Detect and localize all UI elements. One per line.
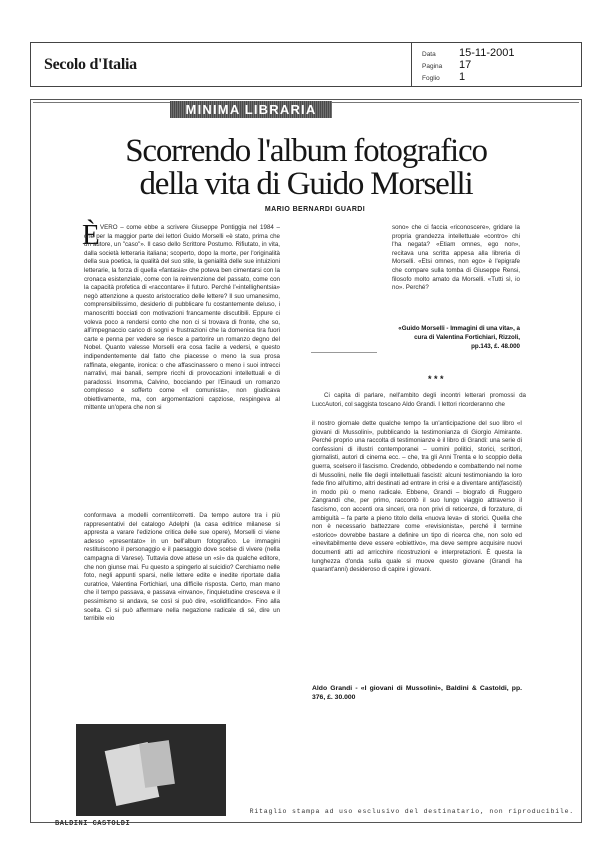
sheet-value: 1 <box>459 71 466 83</box>
book-reference-2: Aldo Grandi - «I giovani di Mussolini», Baldini & Castoldi, pp. 376, £. 30.000 <box>312 685 522 701</box>
column-2-top-text: sono» che ci faccia «riconoscere», gridare la propria grandezza intellettuale «contro» chi l'ha negata? «Etiam omnes, ego non», recitava una scritta appesa alla libreria di Morselli. «Etsi omnes, non ego» è l'epigrafe che compare sulla tomba di Giuseppe Rensi, filosofo molto amato da Morselli. «Tutti sì, io no». Perché? <box>392 224 520 292</box>
date-label: Data <box>422 51 436 58</box>
article-byline: MARIO BERNARDI GUARDI <box>264 206 366 213</box>
drop-cap: È <box>82 219 100 251</box>
article-title-line-1: Scorrendo l'album fotografico <box>125 133 487 169</box>
section-banner: MINIMA LIBRARIA <box>170 101 332 118</box>
column-2-top <box>392 224 520 320</box>
book-reference-1: «Guido Morselli - Immagini di una vita», a cura di Valentina Fortichiari, Rizzoli, pp.143, £. 48.000 <box>398 325 520 350</box>
asterism-separator: * * * <box>428 374 444 384</box>
date-value: 15-11-2001 <box>459 47 515 59</box>
reproduction-notice: Ritaglio stampa ad uso esclusivo del destinatario, non riproducibile. <box>249 808 574 815</box>
sheet-label: Foglio <box>422 75 440 82</box>
column-1-bottom-text: conformava a modelli correnti/corretti. Da tempo autore tra i più rappresentativi del catalogo Adelphi (la casa editrice milanese si appresta a varare l'edizione critica delle sue opere), Morselli ci viene adesso «presentato» in un bell'album fotografico. Le immagini restituiscono il personaggio e il paesaggio dove scelse di vivere (nella campagna di Varese). Tuttavia dove attese un «sì» da qualche editore, che non giunse mai. Fu questo a spingerlo al suicidio? Cerchiamo nelle foto, negli appunti sparsi, nelle lettere edite e inedite riportate dalla curatrice, Valentina Fortichiari, una difficile risposta. Certo, man mano che il tempo passava, e passava «invano», l'inquietudine cresceva e il pessimismo si andava, se così si può dire, «solidificando». Fino alla scelta. Ci si può affermare nella negazione radicale di sé, dire un terribile «io <box>84 512 280 623</box>
column-2-intro <box>312 392 526 410</box>
page-value: 17 <box>459 59 472 71</box>
page-label: Pagina <box>422 63 443 70</box>
column-1-top <box>84 224 280 508</box>
column-2-intro-text: Ci capita di parlare, nell'ambito degli incontri letterari promossi da LuccAutori, col saggista toscano Aldo Grandi. I lettori ricorderanno che <box>312 392 526 408</box>
column-1-bottom <box>84 512 280 712</box>
book-photo-page-secondary <box>139 740 175 788</box>
column-2-bottom <box>312 420 522 678</box>
newspaper-masthead: Secolo d'Italia <box>44 56 137 73</box>
client-brand: BALDINI CASTOLDI <box>55 820 131 828</box>
article-title-line-2: della vita di Guido Morselli <box>139 166 473 202</box>
column-separator-rule <box>311 352 377 353</box>
column-2-bottom-text: il nostro giornale dette qualche tempo fa un'anticipazione del suo libro «I giovani di Mussolini», pubblicando la testimonianza di Giorgio Almirante. Perché proprio una raccolta di testimonianze è il libro di Grandi: una serie di confessioni di illustri contemporanei – uomini politici, storici, scrittori, giornalisti, autori di cinema ecc. – che, tra gli Anni Trenta e lo scoppio della guerra, scelsero il fascismo. Credendo, obbedendo e combattendo nel nome di Mussolini, nelle file degli intellettuali fascisti: alcuni testimoniando la loro fede fino all'ultimo, altri destinati ad entrare in crisi e a diventare anti(fascisti) in modo più o meno radicale. Ebbene, Grandi – biografo di Ruggero Zangrandi che, per primo, raccontò il suo lungo viaggio attraverso il fascismo, con accenti ora sinceri, ora non privi di reticenze, di forzature, di ambiguità – fa parte a pieno titolo della «nuova leva» di storici. Quella che non è necessario battezzare come «revisionista», perché il termine «storico» dovrebbe bastare a definire un tipo di ricerca che, non solo ed «inevitabilmente deve essere «obiettivo», ma deve sempre acquisire nuovi documenti atti ad arricchire ricostruzioni e interpretazioni. È questa la lunghezza d'onda sulla quale si muove questo giovane (Grandi ha quarant'anni) desideroso di capire i giovani. <box>312 420 522 574</box>
header-divider <box>411 42 412 87</box>
column-1-top-text: VERO – come ebbe a scrivere Giuseppe Pontiggia nel 1984 – che per la maggior parte dei lettori Guido Morselli «è stato, prima che un autore, un "caso"». Il caso dello Scrittore Postumo. Rifiutato, in vita, dalla società letteraria italiana; scoperto, dopo la morte, per l'originalità della sua poetica, la qualità del suo stile, la genialità delle sue intuizioni letterarie, la forza di quella «fantasia» che poteva ben cimentarsi con la cronaca esistenziale, come con la reinvenzione del passato, come con la capacità profetica di «raccontare» il futuro. Perché l'«intellighentsia» negò attenzione a questo aristocratico delle lettere? Il suo umanesimo, comprensibilissimo, desiderio di pubblicare fu costantemente deluso, i manoscritti bocciati con motivazioni francamente discutibili. Eppure ci voleva poco a rendersi conto che non ci si trovava di fronte, che so, all'impegnaccio carico di sogni e frustrazioni che la domenica tira fuori carte e penna per vedere se riesce a partorire un romanzo degno del Nobel. Quanto valesse Morselli era cosa facile a vedersi, e questo indipendentemente dal fatto che piacesse o meno la sua prosa raffinata, elegante, ironica: o che affascinassero o meno i suoi intrecci narrativi, mai banali, sempre ricchi di provocazioni intellettuali e di paradossi. Insomma, Calvino, bocciando per l'Einaudi un romanzo complesso e sofferto come «Il comunista», non giudicava obiettivamente, ma, con argomentazioni capziose, respingeva al mittente un'opera che non si <box>84 224 280 412</box>
